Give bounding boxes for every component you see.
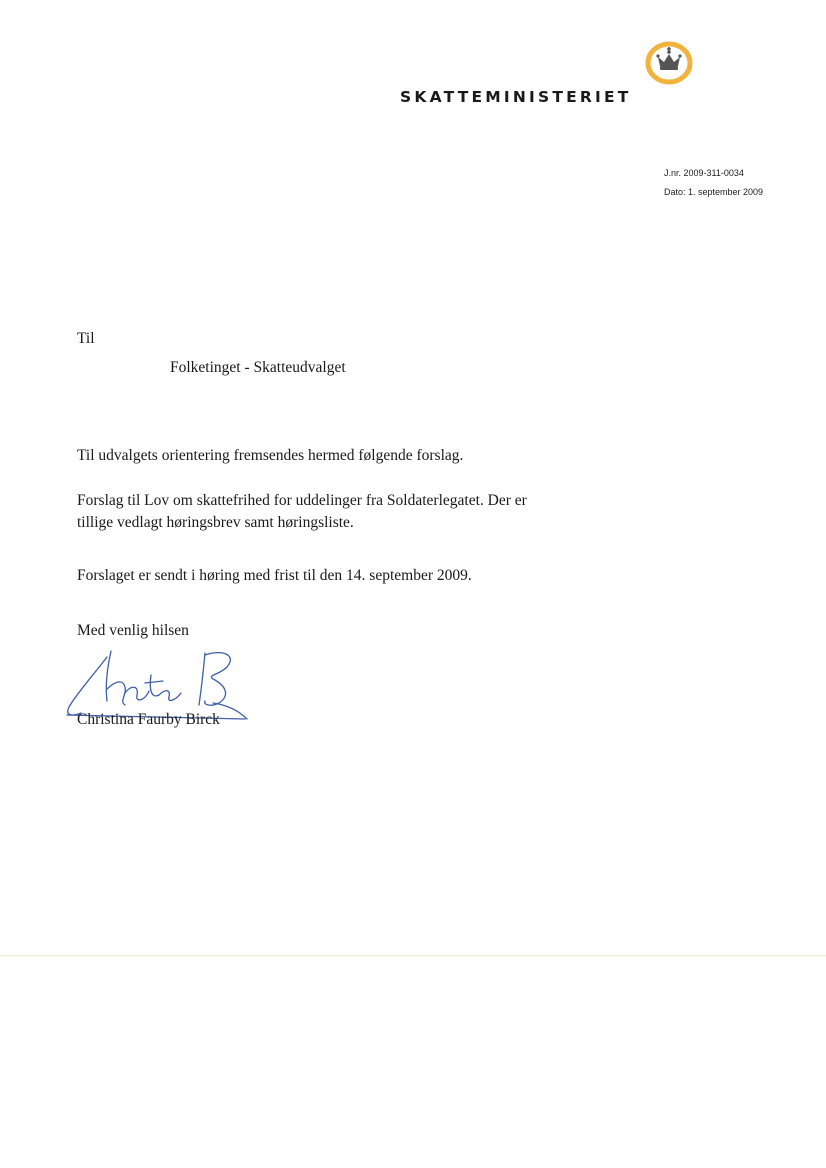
closing: Med venlig hilsen — [77, 622, 189, 639]
paragraph-2-line-2: tillige vedlagt høringsbrev samt høringsliste. — [77, 514, 354, 531]
page-divider — [0, 955, 826, 956]
paragraph-3: Forslaget er sendt i høring med frist til den 14. september 2009. — [77, 567, 472, 584]
logo-text: SKATTEMINISTERIET — [400, 88, 632, 106]
to-label: Til — [77, 330, 95, 347]
paragraph-2-line-1: Forslag til Lov om skattefrihed for uddelinger fra Soldaterlegatet. Der er — [77, 492, 527, 509]
paragraph-1: Til udvalgets orientering fremsendes hermed følgende forslag. — [77, 447, 464, 464]
recipient: Folketinget - Skatteudvalget — [170, 359, 346, 376]
letter-date: Dato: 1. september 2009 — [664, 187, 764, 197]
paragraph-2 — [77, 490, 527, 534]
crown-icon — [645, 41, 693, 85]
journal-number: J.nr. 2009-311-0034 — [664, 168, 744, 178]
signer-name: Christina Faurby Birck — [77, 711, 220, 728]
